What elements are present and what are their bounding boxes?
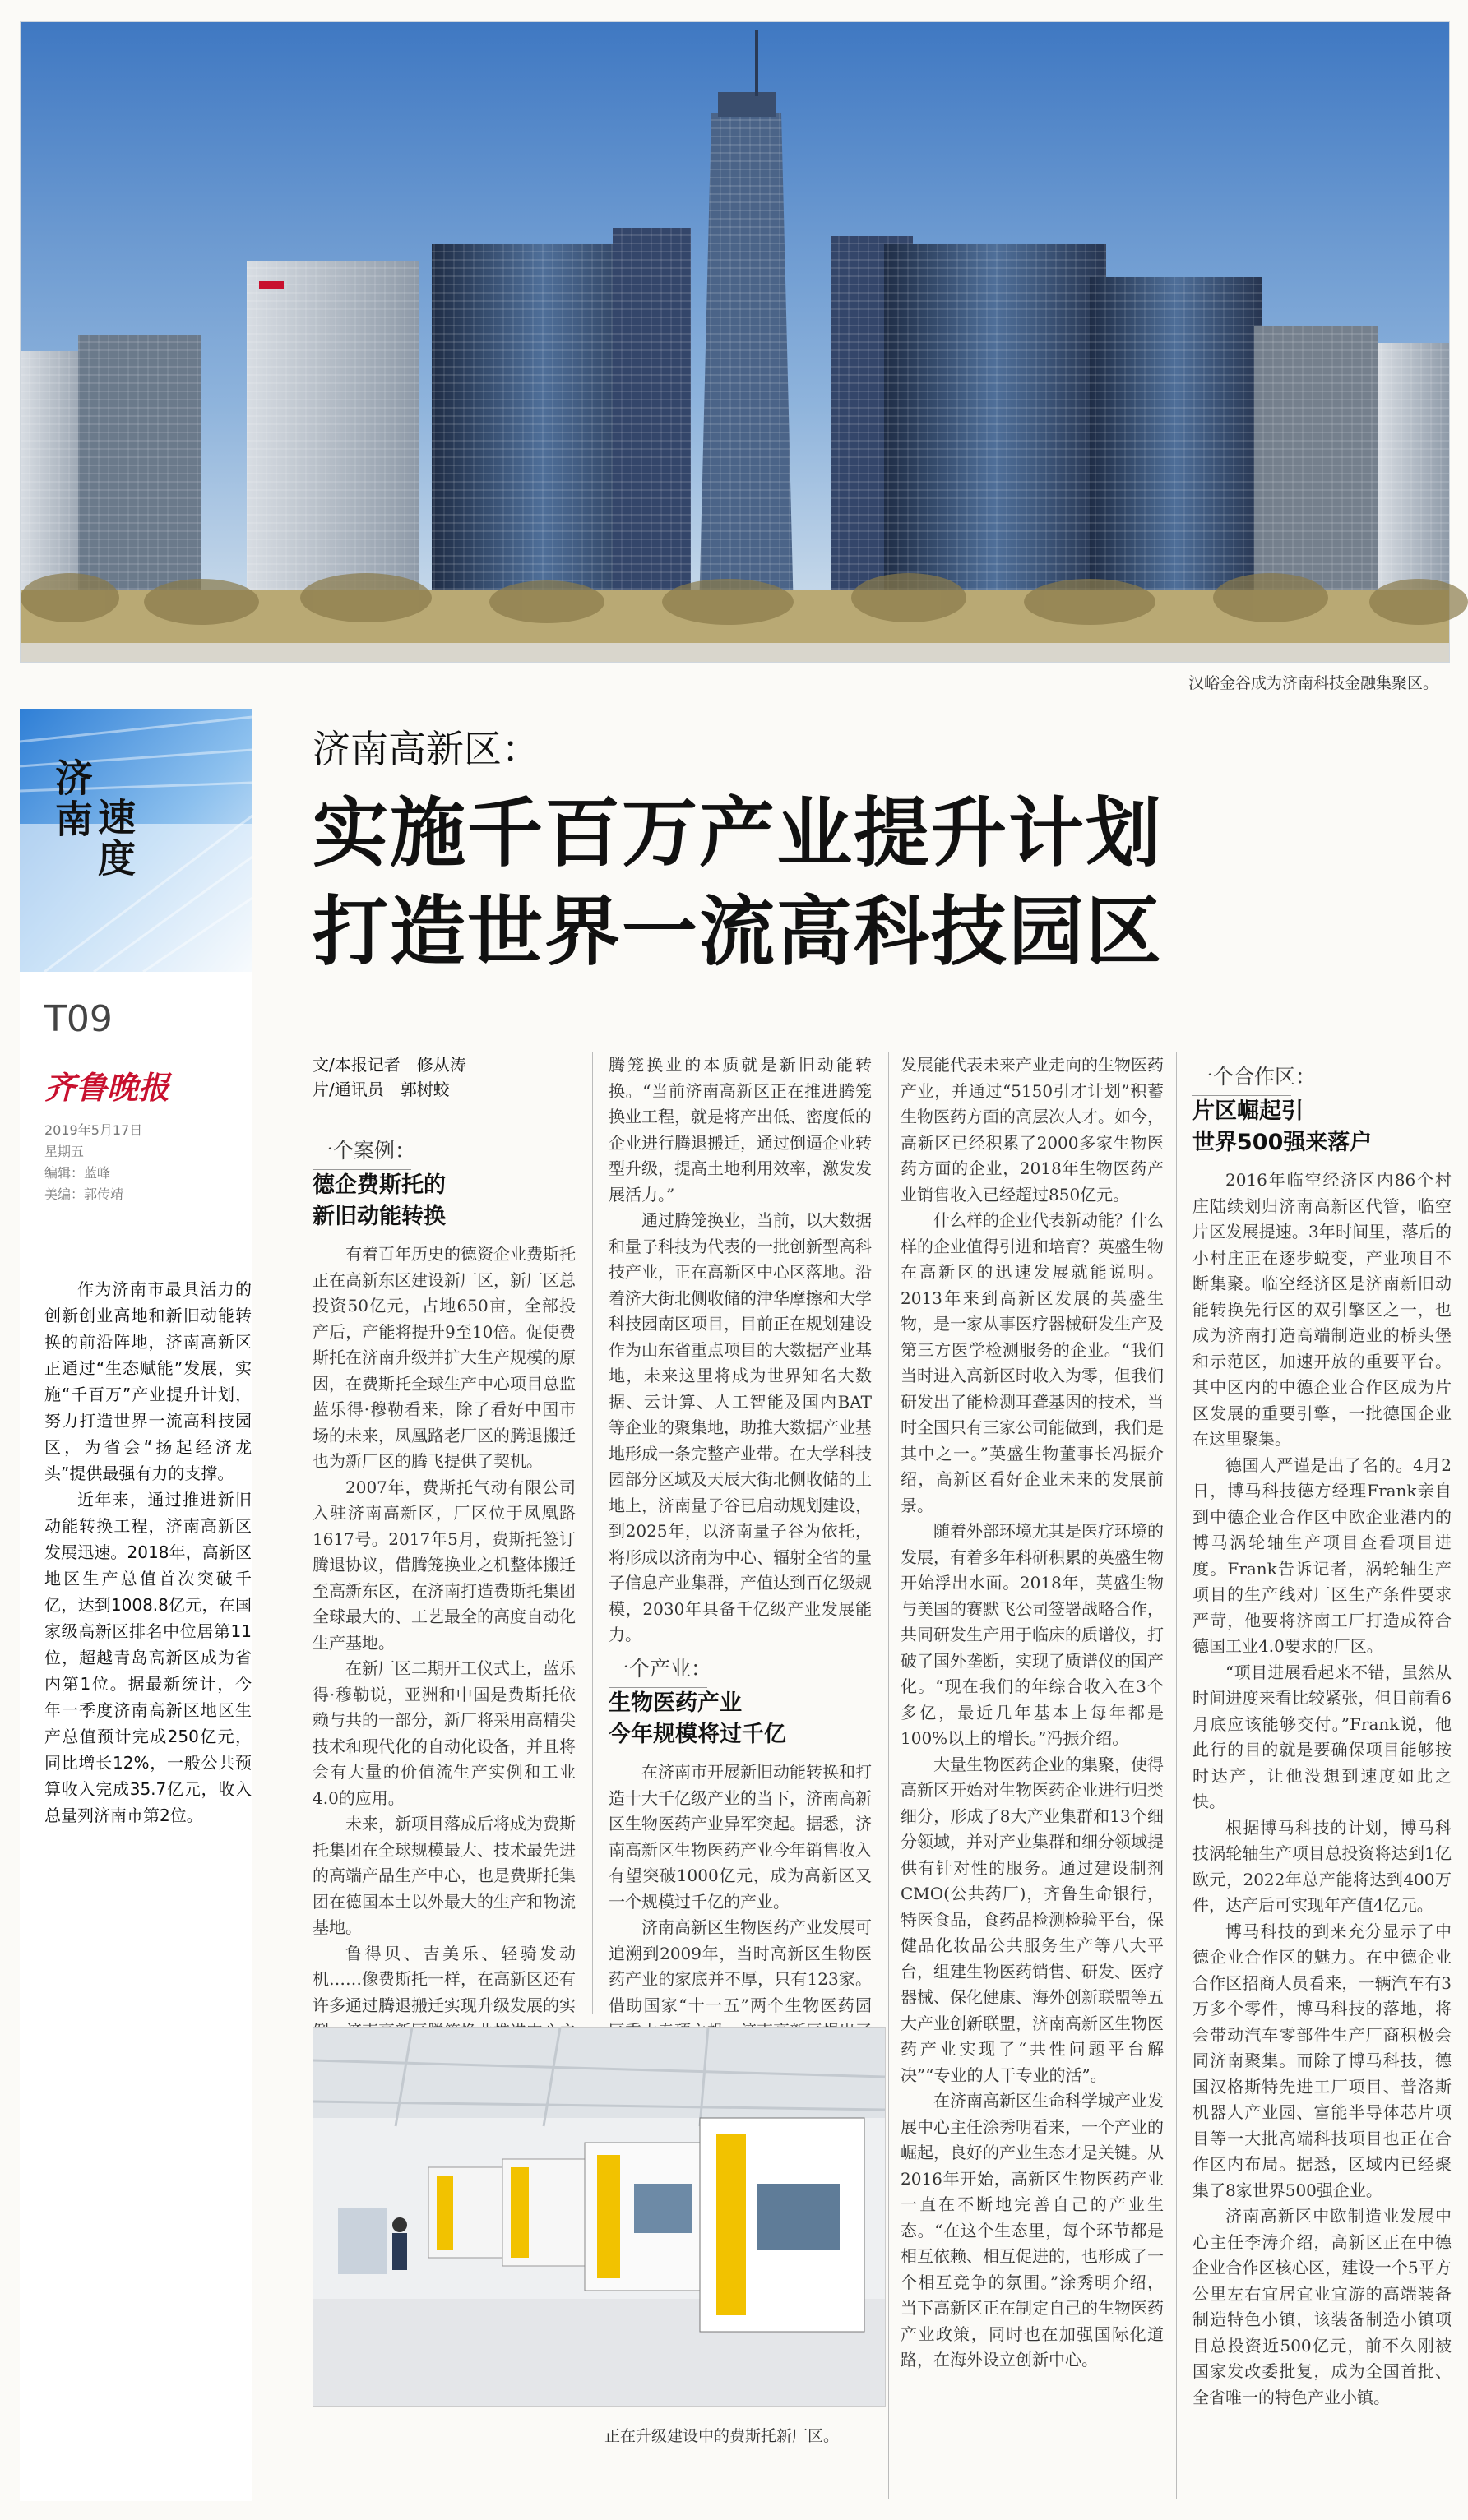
building-center-left-2 <box>613 228 691 614</box>
section-title: 片区崛起引 <box>1192 1098 1304 1124</box>
section-title: 新旧动能转换 <box>313 1204 446 1229</box>
article-column-3 <box>901 1052 1164 2499</box>
hero-photo <box>20 21 1450 663</box>
paragraph: “项目进展看起来不错，虽然从时间进度来看比较紧张，但目前看6月底应该能够交付。”Frank说，他此行的目的就是要确保项目能够按时达产，让他没想到速度如此之快。 <box>1192 1662 1452 1811</box>
paragraph: 2007年，费斯托气动有限公司入驻济南高新区，厂区位于凤凰路1617号。2017年5月，费斯托签订腾退协议，借腾笼换业之机整体搬迁至高新东区，在济南打造费斯托集团全球最大的、工艺最全的高度自动化生产基地。 <box>313 1477 576 1653</box>
building-right-4 <box>1378 343 1449 614</box>
hero-caption: 汉峪金谷成为济南科技金融集聚区。 <box>1188 674 1438 692</box>
section-case-heading <box>313 1135 446 1232</box>
article-column-4 <box>1192 1168 1452 2499</box>
sidebar-title-part2: 速度 <box>92 798 137 880</box>
section-title: 生物医药产业 <box>609 1690 742 1716</box>
sidebar-banner <box>20 709 252 972</box>
column-divider <box>1176 1052 1177 2499</box>
paragraph: 随着外部环境尤其是医疗环境的发展，有着多年科研积累的英盛生物开始浮出水面。2018年，英盛生物与美国的赛默飞公司签署战略合作，共同研发生产用于临床的质谱仪，打破了国外垄断，实现了质谱仪的国产化。“现在我们的年综合收入在3个多亿，最近几年基本上每年都是100%以上的增长。”冯振介绍。 <box>901 1521 1164 1748</box>
paragraph: 在新厂区二期开工仪式上，蓝乐得·穆勒说，亚洲和中国是费斯托依赖与共的一部分，新厂将采用高精尖技术和现代化的自动化设备，并且将会有大量的价值流生产实例和工业4.0的应用。 <box>313 1658 576 1808</box>
section-kicker: 一个案例： <box>313 1139 416 1163</box>
section-title: 今年规模将过千亿 <box>609 1722 786 1747</box>
sidebar-lead <box>44 1276 252 1829</box>
section-zone-heading <box>1192 1061 1372 1158</box>
designer-credit: 美编：郭传靖 <box>44 1186 124 1202</box>
section-industry-heading <box>609 1653 786 1750</box>
building-right-1 <box>884 244 1106 614</box>
paragraph: 博马科技的到来充分显示了中德企业合作区的魅力。在中德企业合作区招商人员看来，一辆汽车有3万多个零件，博马科技的落地，将会带动汽车零部件生产厂商积极会同济南聚集。而除了博马科技，德国汉格斯特先进工厂项目、普洛斯机器人产业园、富能半导体芯片项目等一大批高端科技项目也正在合作区内布局。据悉，区域内已经聚集了8家世界500强企业。 <box>1192 1921 1452 2200</box>
byline-writer: 文/本报记者 修从涛 <box>313 1055 466 1075</box>
paragraph: 大量生物医药企业的集聚，使得高新区开始对生物医药企业进行归类细分，形成了8大产业集群和13个细分领域，并对产业集群和细分领域提供有针对性的服务。通过建设制剂CMO(公共药厂)，齐鲁生命银行，特医食品，食药品检测检验平台，保健品化妆品公共服务生产等八大平台，组建生物医药销售、研发、医疗器械、保化健康、海外创新联盟等五大产业创新联盟，济南高新区生物医药产业实现了“共性问题平台解决”“专业的人干专业的活”。 <box>901 1754 1164 2085</box>
paragraph: 在济南高新区生命科学城产业发展中心主任涂秀明看来，一个产业的崛起，良好的产业生态才是关键。从2016年开始，高新区生物医药产业一直在不断地完善自己的产业生态。“在这个生态里，每个环节都是相互依赖、相互促进的，也形成了一个相互竞争的氛围。”涂秀明介绍，当下高新区正在制定自己的生物医药产业政策，同时也在加强国际化道路，在海外设立创新中心。 <box>901 2091 1164 2370</box>
paragraph: 有着百年历史的德资企业费斯托正在高新东区建设新厂区，新厂区总投资50亿元，占地650亩，全部投产后，产能将提升9至10倍。促使费斯托在济南升级并扩大生产规模的原因，在费斯托全球生产中心项目总监蓝乐得·穆勒看来，除了看好中国市场的未来，凤凰路老厂区的腾退搬迁也为新厂区的腾飞提供了契机。 <box>313 1244 576 1471</box>
editor-credit: 编辑：蓝峰 <box>44 1165 111 1181</box>
machine-1 <box>428 2167 502 2258</box>
section-kicker: 一个产业： <box>609 1657 712 1681</box>
building-left-3 <box>247 261 419 614</box>
article-column-2-bottom <box>609 1759 872 2014</box>
section-title: 世界500强来落户 <box>1192 1130 1373 1155</box>
issue-date: 2019年5月17日 <box>44 1122 143 1138</box>
sidebar <box>20 709 252 2501</box>
paragraph: 2016年临空经济区内86个村庄陆续划归济南高新区代管，临空片区发展提速。3年时间里，落后的小村庄正在逐步蜕变，产业项目不断集聚。临空经济区是济南新旧动能转换先行区的双引擎区之一，也成为济南打造高端制造业的桥头堡和示范区，加速开放的重要平台。其中区内的中德企业合作区成为片区发展的重要引擎，一批德国企业在这里聚集。 <box>1192 1170 1452 1449</box>
machine-4 <box>700 2118 864 2332</box>
paragraph: 腾笼换业的本质就是新旧动能转换。“当前济南高新区正在推进腾笼换业工程，就是将产出低、密度低的企业进行腾退搬迁，通过倒逼企业转型升级，提高土地利用效率，激发发展活力。” <box>609 1055 872 1205</box>
page-code: T09 <box>44 998 113 1040</box>
issue-weekday: 星期五 <box>44 1144 85 1159</box>
sidebar-title-part1: 济南 <box>49 758 94 840</box>
paragraph: 通过腾笼换业，当前，以大数据和量子科技为代表的一批创新型高科技产业，正在高新区中心区落地。沿着济大街北侧收储的津华摩擦和大学科技园南区项目，目前正在规划建设作为山东省重点项目的大数据产业基地，未来这里将成为世界知名大数据、云计算、人工智能及国内BAT等企业的聚集地，助推大数据产业基地形成一条完整产业带。在大学科技园部分区域及天辰大街北侧收储的土地上，济南量子谷已启动规划建设，到2025年，以济南量子谷为依托，将形成以济南为中心、辐射全省的量子信息产业集群，产值达到百亿级规模，2030年具备千亿级产业发展能力。 <box>609 1210 872 1644</box>
factory-caption: 正在升级建设中的费斯托新厂区。 <box>604 2427 840 2445</box>
building-left-2 <box>78 335 201 614</box>
paragraph: 未来，新项目落成后将成为费斯托集团在全球规模最大、技术最先进的高端产品生产中心，也是费斯托集团在德国本土以外最大的生产和物流基地。 <box>313 1814 576 1937</box>
worker-figure <box>392 2217 407 2270</box>
byline <box>313 1052 466 1102</box>
building-right-3 <box>1254 326 1378 614</box>
building-right-2 <box>1090 277 1262 614</box>
section-kicker: 一个合作区： <box>1192 1065 1317 1089</box>
lead-paragraph: 作为济南市最具活力的创新创业高地和新旧动能转换的前沿阵地，济南高新区正通过“生态赋能”发展，实施“千百万”产业提升计划，努力打造世界一流高科技园区，为省会“扬起经济龙头”提供最强有力的支撑。 <box>44 1279 252 1483</box>
paragraph: 鲁得贝、吉美乐、轻骑发动机……像费斯托一样，在高新区还有许多通过腾退搬迁实现升级发展的实 <box>313 1943 576 2015</box>
paragraph: 济南高新区生物医药产业发展可追溯到2009年，当时高新区生物医药产业的家底并不厚，只有123家。借助国家“十一五”两个生物医药园 <box>609 1917 872 2015</box>
article-column-1 <box>313 1242 576 2014</box>
paragraph: 根据博马科技的计划，博马科技涡轮轴生产项目总投资将达到1亿欧元，2022年总产能将达到400万件，达产后可实现年产值4亿元。 <box>1192 1817 1452 1915</box>
paragraph: 济南高新区中欧制造业发展中心主任李涛介绍，高新区正在中德企业合作区核心区，建设一个5平方公里左右宜居宜业宜游的高端装备制造特色小镇，该装备制造小镇项目总投资近500亿元，前不久刚被国家发改委批复，成为全国首批、全省唯一的特色产业小镇。 <box>1192 2206 1452 2407</box>
paragraph: 什么样的企业代表新动能？什么样的企业值得引进和培育？英盛生物在高新区的迅速发展就能说明。2013年来到高新区发展的英盛生物，是一家从事医疗器械研发生产及第三方医学检测服务的企业。“我们当时进入高新区时收入为零，但我们研发出了能检测耳聋基因的技术，当时全国只有三家公司能做到，我们是其中之一。”英盛生物董事长冯振介绍，高新区看好企业未来的发展前景。 <box>901 1210 1164 1515</box>
paragraph: 德国人严谨是出了名的。4月2日，博马科技德方经理Frank亲自到中德企业合作区中欧企业港内的博马涡轮轴生产项目查看项目进度。Frank告诉记者，涡轮轴生产项目的生产线对厂区生产条件要求严苛，他要将济南工厂打造成符合德国工业4.0要求的厂区。 <box>1192 1454 1452 1656</box>
lead-paragraph: 近年来，通过推进新旧动能转换工程，济南高新区发展迅速。2018年，高新区地区生产总值首次突破千亿，达到1008.8亿元，在国家级高新区排名中位居第11位，超越青岛高新区成为省内第1位。据最新统计，今年一季度济南高新区地区生产总值预计完成250亿元，同比增长12%，一般公共预算收入完成35.7亿元，收入总量列济南市第2位。 <box>44 1490 252 1825</box>
headline-line-2: 打造世界一流高科技园区 <box>313 888 1164 976</box>
machine-2 <box>502 2159 593 2266</box>
column-divider <box>888 1052 889 2499</box>
column-divider <box>592 1052 593 2014</box>
headline-kicker: 济南高新区： <box>313 727 540 771</box>
tower-main <box>699 30 794 614</box>
paragraph: 在济南市开展新旧动能转换和打造十大千亿级产业的当下，济南高新区生物医药产业异军突起。据悉，济南高新区生物医药产业今年销售收入有望突破1000亿元，成为高新区又一个规模过千亿的产业。 <box>609 1762 872 1912</box>
byline-photographer: 片/通讯员 郭树蛟 <box>313 1080 450 1099</box>
factory-photo <box>313 2027 886 2407</box>
section-title: 德企费斯托的 <box>313 1172 446 1198</box>
paragraph: 发展能代表未来产业走向的生物医药产业，并通过“5150引才计划”积蓄生物医药方面的高层次人才。如今，高新区已经积累了2000多家生物医药方面的企业，2018年生物医药产业销售收入已经超过850亿元。 <box>901 1055 1164 1205</box>
paper-logo: 齐鲁晚报 <box>44 1069 170 1106</box>
machine-3 <box>585 2143 708 2291</box>
headline-line-1: 实施千百万产业提升计划 <box>313 789 1164 877</box>
